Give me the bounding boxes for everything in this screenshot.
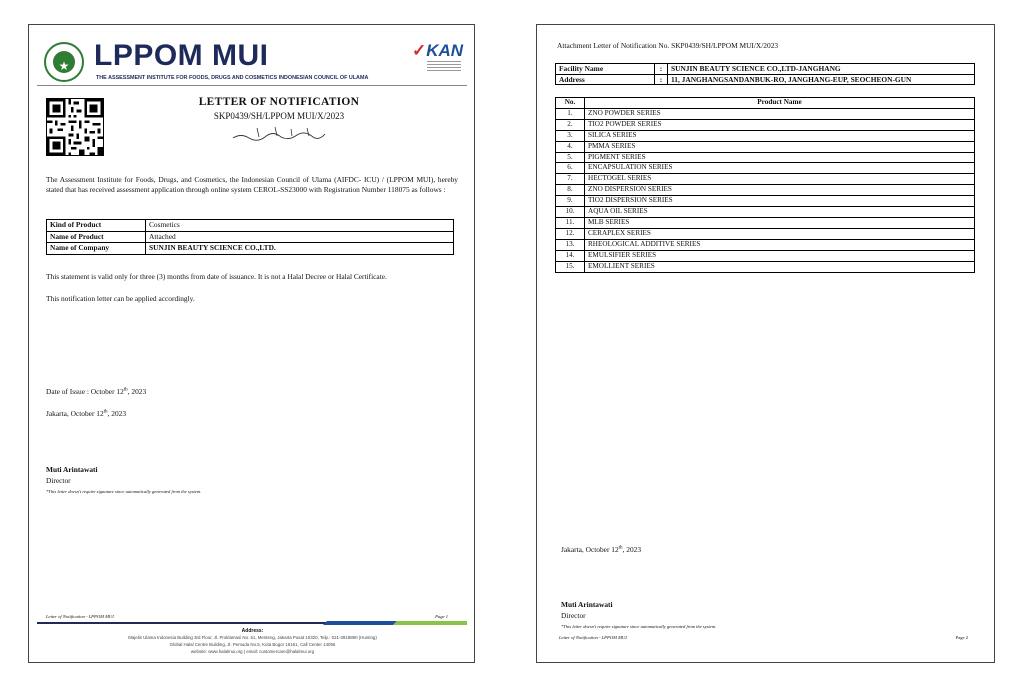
attachment-title: Attachment Letter of Notification No. SKP0439/SH/LPPOM MUI/X/2023 — [557, 41, 779, 50]
product-name: ENCAPSULATION SERIES — [585, 163, 975, 174]
product-number: 12. — [556, 228, 585, 239]
product-number: 8. — [556, 185, 585, 196]
product-name: PMMA SERIES — [585, 141, 975, 152]
footer-page-number: Page 2 — [955, 635, 968, 640]
product-info-table — [46, 219, 454, 255]
document-page-1 — [28, 24, 475, 663]
row-label: Facility Name — [556, 64, 655, 75]
kan-accreditation-logo: ✓KAN — [412, 41, 464, 60]
product-number: 9. — [556, 196, 585, 207]
row-value: Attached — [146, 231, 454, 243]
header-no: No. — [556, 98, 585, 109]
product-name: HECTOGEL SERIES — [585, 174, 975, 185]
table-row — [556, 108, 975, 119]
table-header-row — [556, 98, 975, 109]
product-number: 7. — [556, 174, 585, 185]
product-name: ZNO DISPERSION SERIES — [585, 185, 975, 196]
footer-page-number: Page 1 — [435, 614, 448, 619]
row-label: Kind of Product — [47, 220, 146, 232]
table-row — [47, 243, 454, 255]
address-line: Majelis Ulama Indonesia Building 3rd Floor, Jl. Proklamasi No. 51, Menteng, Jakarta Pusat 10320, Telp.: 021-3918890 (Hunting) — [128, 635, 377, 640]
signer-role: Director — [561, 611, 586, 620]
table-row — [556, 152, 975, 163]
brand-name: LPPOM MUI — [94, 39, 269, 72]
row-label: Address — [556, 74, 655, 85]
table-row — [556, 119, 975, 130]
reference-number: SKP0439/SH/LPPOM MUI/X/2023 — [213, 111, 345, 121]
signer-role: Director — [46, 476, 71, 485]
footer-color-bar — [37, 621, 467, 625]
product-number: 3. — [556, 130, 585, 141]
row-separator: : — [655, 64, 668, 75]
table-row — [556, 239, 975, 250]
facility-table — [555, 63, 975, 85]
validity-statement: This statement is valid only for three (3) months from date of issuance. It is not a Halal Decree or Halal Certificate. — [46, 272, 387, 281]
product-number: 11. — [556, 217, 585, 228]
table-row — [556, 250, 975, 261]
place-date: Jakarta, October 12th, 2023 — [46, 409, 127, 418]
table-row — [556, 228, 975, 239]
product-number: 13. — [556, 239, 585, 250]
product-name: CERAPLEX SERIES — [585, 228, 975, 239]
product-number: 2. — [556, 119, 585, 130]
product-number: 4. — [556, 141, 585, 152]
product-name: MLB SERIES — [585, 217, 975, 228]
product-table — [555, 97, 975, 273]
address-line: Global Halal Centre Building, Jl. Pemuda No.5, Kota Bogor 16161, Call Center 14056 — [169, 642, 336, 647]
row-label: Name of Product — [47, 231, 146, 243]
letter-title: LETTER OF NOTIFICATION — [198, 96, 360, 108]
kan-fineprint — [427, 59, 461, 73]
address-title: Address: — [241, 628, 264, 634]
document-page-2 — [536, 24, 995, 663]
product-name: SILICA SERIES — [585, 130, 975, 141]
row-label: Name of Company — [47, 243, 146, 255]
table-row — [556, 185, 975, 196]
header-rule — [37, 85, 467, 86]
row-value: SUNJIN BEAUTY SCIENCE CO.,LTD. — [146, 243, 454, 255]
product-name: ZNO POWDER SERIES — [585, 108, 975, 119]
signer-name: Muti Arintawati — [46, 465, 98, 474]
applicability-statement: This notification letter can be applied accordingly. — [46, 294, 195, 303]
product-name: AQUA OIL SERIES — [585, 207, 975, 218]
product-name: TIO2 POWDER SERIES — [585, 119, 975, 130]
footer-left: Letter of Notification - LPPOM MUI — [46, 614, 114, 619]
table-row — [556, 217, 975, 228]
product-number: 14. — [556, 250, 585, 261]
intro-paragraph: The Assessment Institute for Foods, Drugs, and Cosmetics, the Indonesian Council of Ulama (AIFDC- ICU) / (LPPOM MUI), hereby stated that has received assessment application through online system CEROL-SS23000 with Registration Number 118075 as follows : — [46, 175, 458, 195]
row-value: SUNJIN BEAUTY SCIENCE CO.,LTD-JANGHANG — [668, 64, 975, 75]
table-row — [556, 196, 975, 207]
signer-name: Muti Arintawati — [561, 600, 613, 609]
row-value: 11, JANGHANGSANDANBUK-RO, JANGHANG-EUP, SEOCHEON-GUN — [668, 74, 975, 85]
signature-note: *This letter doesn't require signature since automatically generated from the system. — [561, 624, 717, 629]
row-value: Cosmetics — [146, 220, 454, 232]
row-separator: : — [655, 74, 668, 85]
table-row — [556, 261, 975, 272]
product-number: 6. — [556, 163, 585, 174]
date-of-issue: Date of Issue : October 12th, 2023 — [46, 387, 147, 396]
table-row — [47, 231, 454, 243]
place-date: Jakarta, October 12th, 2023 — [561, 545, 642, 554]
table-row — [556, 64, 975, 75]
product-name: EMOLLIENT SERIES — [585, 261, 975, 272]
table-row — [556, 174, 975, 185]
bismillah-calligraphy — [229, 124, 329, 144]
product-number: 15. — [556, 261, 585, 272]
table-row — [556, 74, 975, 85]
table-row — [556, 141, 975, 152]
product-name: PIGMENT SERIES — [585, 152, 975, 163]
table-row — [556, 163, 975, 174]
footer-left: Letter of Notification - LPPOM MUI — [559, 635, 627, 640]
table-row — [556, 130, 975, 141]
product-number: 10. — [556, 207, 585, 218]
product-number: 1. — [556, 108, 585, 119]
signature-note: *This letter doesn't require signature since automatically generated from the system. — [46, 489, 202, 494]
qr-code — [46, 98, 104, 156]
brand-subtitle: THE ASSESSMENT INSTITUTE FOR FOODS, DRUGS AND COSMETICS INDONESIAN COUNCIL OF ULAMA — [96, 75, 369, 81]
mui-seal-logo: ★ — [44, 42, 84, 82]
product-name: RHEOLOGICAL ADDITIVE SERIES — [585, 239, 975, 250]
address-line: website: www.halalmui.org | email: customercare@halalmui.org — [190, 649, 315, 654]
header-product-name: Product Name — [585, 98, 975, 109]
product-number: 5. — [556, 152, 585, 163]
table-row — [556, 207, 975, 218]
product-name: EMULSIFIER SERIES — [585, 250, 975, 261]
table-row — [47, 220, 454, 232]
product-name: TIO2 DISPERSION SERIES — [585, 196, 975, 207]
